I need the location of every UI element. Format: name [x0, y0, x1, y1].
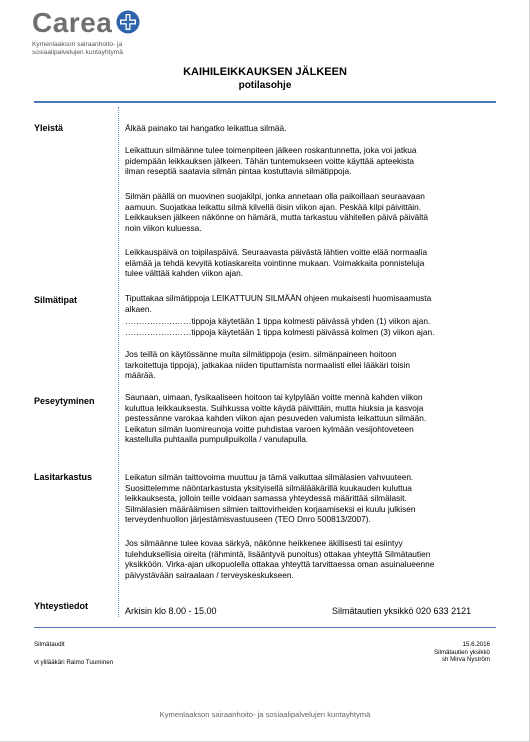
text-line: noin viikon kuluessa. — [125, 222, 202, 233]
dosage-line: ……………………tippoja käytetään 1 tippa kolmesti päivässä yhden (1) viikon ajan. — [125, 316, 431, 326]
logo-wordmark: Carea — [32, 7, 113, 38]
text-line: tulee välttää kahden viikon ajan. — [125, 268, 244, 279]
text-line: kuluttua leikkauksesta. Suihkussa voitte käydä päivittäin, mutta hiuksia ja kasvoja — [125, 402, 424, 413]
text-line: Leikattuun silmäänne tulee toimenpiteen jälkeen roskantunnetta, joka voi jatkua — [125, 145, 417, 155]
page-subtitle: potilasohje — [238, 80, 292, 91]
section-label-lasitarkastus: Lasitarkastus — [34, 472, 93, 482]
logo-subtitle — [32, 41, 182, 57]
dosage-line: ……………………tippoja käytetään 1 tippa kolmesti päivässä kolmen (3) viikon ajan. — [125, 326, 435, 337]
text-line: aamuun. Suojatkaa leikattu silmä kilvellä öisin viikon ajan. Peskää kilpi päivittäin. — [125, 201, 422, 212]
lasitarkastus-paragraph-2 — [125, 538, 491, 580]
silmatipat-paragraph-1 — [125, 293, 491, 314]
footer-date: 15.6.2016 — [462, 641, 490, 648]
footer-nurse: sh Mirva Nyström — [441, 656, 490, 664]
text-line: tulehduksellisia oireita (rähmintä, lisääntyvä punoitus) ottakaa yhteyttä Silmätautien — [125, 548, 431, 559]
plus-circle-icon — [116, 10, 140, 34]
footer-author: vt ylilääkäri Raimo Tuuminen — [34, 659, 114, 666]
text-line: Tiputtakaa silmätippoja LEIKATTUUN SILMÄÄN ohjeen mukaisesti huomisaamusta — [125, 293, 432, 303]
footer-organization: Kymenlaakson sairaanhoito- ja sosiaalipalvelujen kuntayhtymä — [159, 710, 371, 719]
text-line: tarkoitettuja tippoja), jatkakaa niiden tiputtamista normaalisti ellei lääkäri toisin — [125, 359, 411, 370]
logo-subtitle-line: Kymenlaakson sairaanhoito- ja — [32, 41, 123, 48]
text-line: Leikatun silmän taittovoima muuttuu ja tämä vaikuttaa silmälasien vahvuuteen. — [125, 472, 414, 482]
text-line: leikkauksesta, jolloin teille voidaan samassa yhteydessä määrittää silmälasit. — [125, 493, 407, 504]
text-line: pidempään leikkauksen jälkeen. Tähän tuntemukseen voitte käyttää apteekista — [125, 155, 415, 166]
yleista-paragraph-1 — [125, 123, 491, 134]
yleista-paragraph-2 — [125, 145, 491, 177]
section-label-silmatipat: Silmätipat — [34, 295, 78, 305]
text-line: Jos silmäänne tulee kovaa särkyä, näkönne heikkenee äkillisesti tai esiintyy — [125, 538, 403, 548]
document-header — [0, 66, 530, 92]
carea-logo — [32, 6, 172, 56]
silmatipat-dosage-lines — [125, 316, 491, 337]
lasitarkastus-paragraph-1 — [125, 472, 491, 525]
footer-divider — [34, 627, 496, 628]
footer-unit: Silmätautien yksikkö — [433, 648, 490, 656]
text-line: Saunaan, uimaan, fysikaaliseen hoitoon tai kylpylään voitte mennä kahden viikon — [125, 392, 423, 402]
logo-subtitle-line: sosiaalipalvelujen kuntayhtymä — [32, 49, 123, 56]
text-line: elämää ja tehdä kevyitä kotiaskareita vointinne mukaan. Voimakkaita ponnisteluja — [125, 257, 425, 268]
page-title: KAIHILEIKKAUKSEN JÄLKEEN — [183, 66, 347, 78]
text-line: Älkää painako tai hangatko leikattua silmää. — [125, 123, 287, 133]
text-line: Suosittelemme näöntarkastusta yksityisellä silmälääkärillä kuukauden kuluttua — [125, 482, 412, 493]
text-line: Leikkauspäivä on toipilaspäivä. Seuraavasta päivästä lähtien voitte elää normaalia — [125, 247, 428, 257]
text-line: terveydenhuollon järjestämisvastuuseen (TEO Dnro 500813/2007). — [125, 514, 371, 525]
peseytyminen-paragraph — [125, 392, 491, 445]
text-line: Leikkauksen jälkeen näkönne on hämärä, mutta tarkastuu vähitellen päivä päivältä — [125, 212, 429, 223]
section-label-yhteystiedot: Yhteystiedot — [34, 601, 89, 611]
text-line: Leikatun silmän luomireunoja voitte puhdistaa varoen kylmään vesijohtoveteen — [125, 423, 414, 434]
contact-hours: Arkisin klo 8.00 - 15.00 — [125, 606, 217, 616]
header-divider — [34, 101, 496, 103]
yleista-paragraph-3 — [125, 191, 491, 233]
text-line: yksikköön. Virka-ajan ulkopuolella ottakaa yhteyttä tarvittaessa oman asuinalueenne — [125, 559, 435, 570]
silmatipat-paragraph-3 — [125, 349, 491, 381]
text-line: kastellulla puhtaalla pumpulipuikolla / vanulapulla. — [125, 434, 309, 445]
text-line: päivystävään sairaalaan / terveyskeskukseen. — [125, 569, 294, 580]
text-line: ilman reseptiä saatavia silmän pintaa kostuttavia silmätippoja. — [125, 166, 352, 177]
text-line: alkaen. — [125, 303, 152, 314]
text-line: pestessänne varokaa kahden viikon ajan pesuveden valumista leikattuun silmään. — [125, 413, 427, 424]
yleista-paragraph-4 — [125, 247, 491, 279]
section-label-yleista: Yleistä — [34, 123, 64, 133]
text-line: Jos teillä on käytössänne muita silmätippoja (esim. silmänpaineen hoitoon — [125, 349, 397, 359]
footer-right-block — [434, 641, 490, 664]
footer-department: Silmätaudit — [34, 641, 65, 648]
text-line: määrää. — [125, 370, 156, 381]
contact-unit-phone: Silmätautien yksikkö 020 633 2121 — [332, 606, 472, 616]
section-label-peseytyminen: Peseytyminen — [34, 396, 95, 406]
text-line: Silmälasien määräämisen silmien taittovirheiden korjaamiseksi ei kuulu julkisen — [125, 503, 416, 514]
text-line: Silmän päällä on muovinen suojakilpi, jonka annetaan olla paikoillaan seuraavaan — [125, 191, 425, 201]
column-divider — [118, 107, 119, 617]
